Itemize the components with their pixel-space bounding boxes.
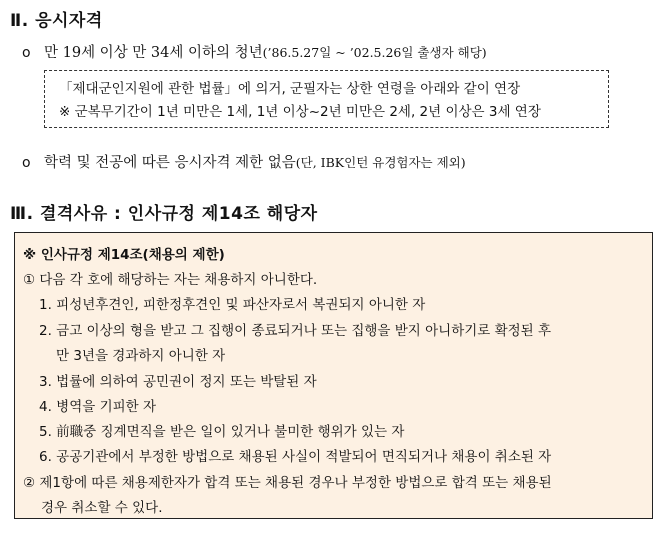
item-3: 3. 법률에 의하여 공민권이 정지 또는 박탈된 자	[39, 374, 317, 390]
item-5: 5. 前職중 징계면직을 받은 일이 있거나 불미한 행위가 있는 자	[39, 424, 405, 440]
item-6: 6. 공공기관에서 부정한 방법으로 채용된 사실이 적발되어 면직되거나 채용이 취소된 자	[39, 449, 552, 465]
hiring-restriction-box	[14, 232, 653, 519]
item-4: 4. 병역을 기피한 자	[39, 399, 157, 415]
military-extension-note	[44, 70, 609, 128]
eligibility-age-bullet	[22, 41, 487, 62]
education-bullet	[22, 151, 466, 172]
note-line-2: ※ 군복무기간이 1년 미만은 1세, 1년 이상~2년 미만은 2세, 2년 이상은 3세 연장	[59, 104, 541, 120]
clause-1: ① 다음 각 호에 해당하는 자는 채용하지 아니한다.	[23, 272, 318, 288]
item-2-continued: 만 3년을 경과하지 아니한 자	[56, 348, 226, 364]
section3-title: Ⅲ. 결격사유 : 인사규정 제14조 해당자	[10, 204, 318, 224]
item-2: 2. 금고 이상의 형을 받고 그 집행이 종료되거나 또는 집행을 받지 아니하기로 확정된 후	[39, 323, 552, 339]
circle-bullet-icon: o	[22, 45, 31, 61]
section2-title: Ⅱ. 응시자격	[10, 11, 103, 31]
item-1: 1. 피성년후견인, 피한정후견인 및 파산자로서 복권되지 아니한 자	[39, 297, 426, 313]
note-line-1: 「제대군인지원에 관한 법률」에 의거, 군필자는 상한 연령을 아래와 같이 연장	[59, 81, 521, 97]
intern-exclusion-text: (단, IBK인턴 유경험자는 제외)	[295, 155, 466, 170]
clause-2: ② 제1항에 따른 채용제한자가 합격 또는 채용된 경우나 부정한 방법으로 합격 또는 채용된	[23, 475, 552, 491]
clause-2-continued: 경우 취소할 수 있다.	[41, 500, 163, 516]
rule-heading: ※ 인사규정 제14조(채용의 제한)	[23, 247, 225, 263]
birthdate-range-text: (’86.5.27일 ~ ’02.5.26일 출생자 해당)	[262, 45, 487, 60]
circle-bullet-icon: o	[22, 155, 31, 171]
education-requirement-text: 학력 및 전공에 따른 응시자격 제한 없음	[44, 155, 296, 171]
age-requirement-text: 만 19세 이상 만 34세 이하의 청년	[44, 45, 263, 61]
